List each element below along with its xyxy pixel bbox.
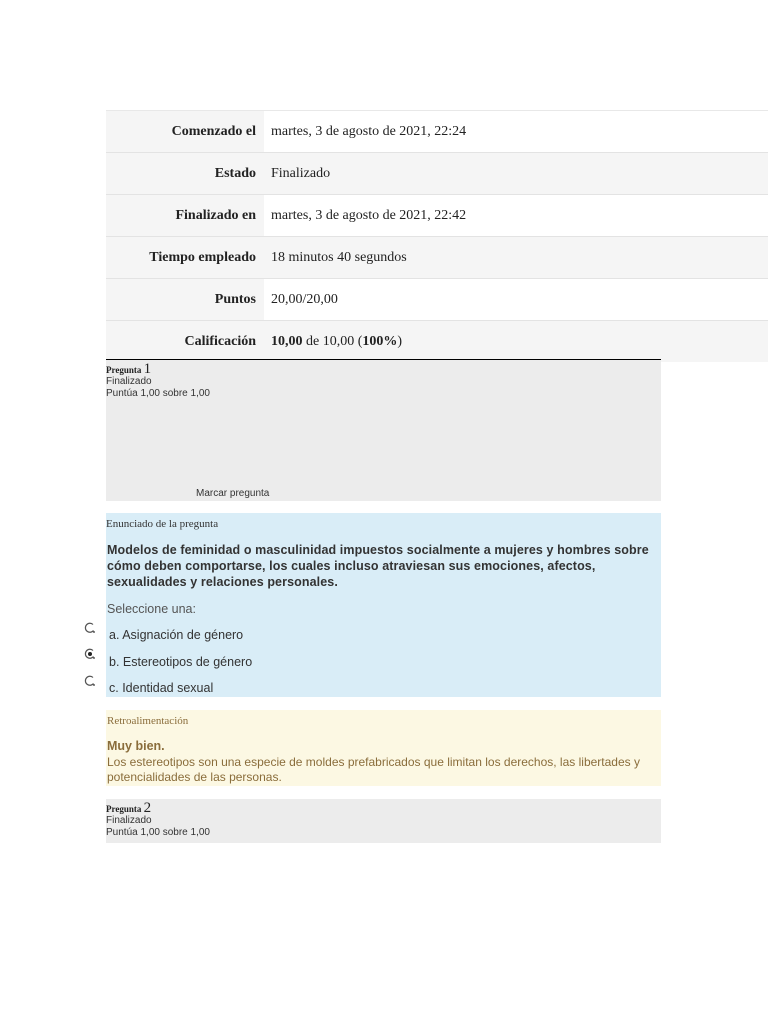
summary-row-grade	[106, 321, 768, 363]
summary-row-state	[106, 153, 768, 195]
attempt-summary-table	[106, 110, 768, 362]
question-label: Pregunta	[106, 365, 142, 375]
select-one-label: Seleccione una:	[107, 602, 196, 616]
question-number: 1	[143, 361, 152, 377]
summary-value: martes, 3 de agosto de 2021, 22:24	[264, 111, 768, 153]
feedback-heading: Retroalimentación	[107, 715, 189, 727]
grade-separator: de 10,00 (	[302, 333, 363, 349]
question-label: Pregunta	[106, 804, 142, 814]
question-prompt: Modelos de feminidad o masculinidad impuestos socialmente a mujeres y hombres sobre cómo deben comportarse, los cuales incluso atraviesan sus emociones, afectos, sexualidades y relaciones personales.	[107, 543, 649, 589]
summary-label: Puntos	[106, 279, 264, 321]
summary-value: 20,00/20,00	[264, 279, 768, 321]
question-text-heading: Enunciado de la pregunta	[106, 518, 219, 530]
question-number: 2	[143, 800, 152, 816]
summary-label: Calificación	[106, 321, 264, 363]
question-1-state: Finalizado	[106, 376, 152, 387]
answer-option-a[interactable]: a. Asignación de género	[109, 628, 244, 642]
summary-value	[264, 321, 768, 363]
question-2-score: Puntúa 1,00 sobre 1,00	[106, 827, 210, 838]
question-1-feedback	[106, 710, 661, 786]
radio-option-c[interactable]	[84, 675, 96, 687]
question-2-info	[106, 799, 661, 843]
summary-label: Estado	[106, 153, 264, 195]
feedback-title: Muy bien.	[107, 739, 165, 753]
grade-percent: 100%	[362, 333, 398, 349]
summary-row-finished	[106, 195, 768, 237]
answer-option-b[interactable]: b. Estereotipos de género	[109, 655, 253, 669]
question-1-score: Puntúa 1,00 sobre 1,00	[106, 388, 210, 399]
question-2-title	[106, 802, 661, 815]
summary-row-time-taken	[106, 237, 768, 279]
flag-question-link[interactable]: Marcar pregunta	[196, 488, 270, 499]
grade-close: )	[397, 333, 403, 349]
question-1-content	[106, 513, 661, 697]
radio-option-b[interactable]	[84, 648, 96, 660]
question-2-state: Finalizado	[106, 815, 152, 826]
radio-option-a[interactable]	[84, 622, 96, 634]
summary-label: Comenzado el	[106, 111, 264, 153]
summary-row-started	[106, 111, 768, 153]
summary-value: Finalizado	[264, 153, 768, 195]
grade-value: 10,00	[271, 333, 303, 349]
summary-row-points	[106, 279, 768, 321]
summary-value: 18 minutos 40 segundos	[264, 237, 768, 279]
question-1-title	[106, 363, 661, 376]
summary-value: martes, 3 de agosto de 2021, 22:42	[264, 195, 768, 237]
summary-label: Finalizado en	[106, 195, 264, 237]
question-1-info	[106, 359, 661, 501]
answer-option-c[interactable]: c. Identidad sexual	[109, 681, 214, 695]
feedback-text: Los estereotipos son una especie de moldes prefabricados que limitan los derechos, las libertades y potencialidades de las personas.	[107, 755, 640, 784]
summary-label: Tiempo empleado	[106, 237, 264, 279]
